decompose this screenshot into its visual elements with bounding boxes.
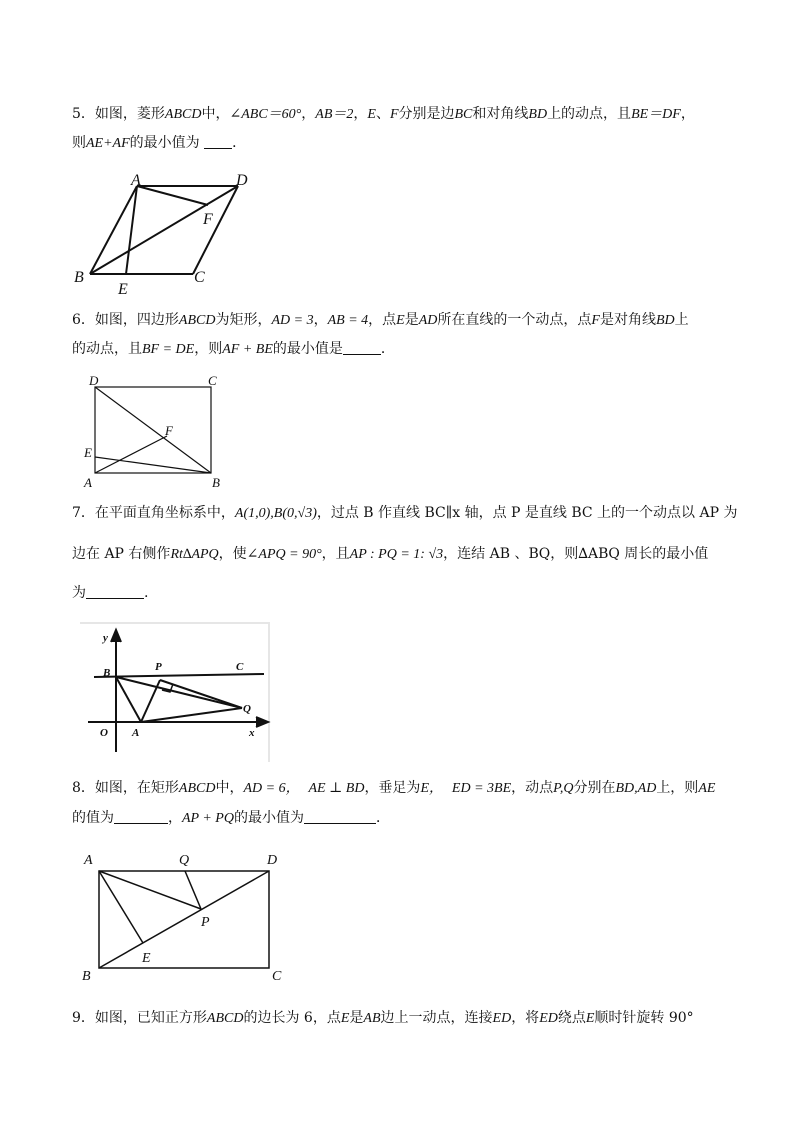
text: 是 (404, 312, 419, 328)
math: AD = 3 (271, 313, 314, 328)
problem-number: 5． (72, 106, 95, 122)
label-A: A (84, 475, 92, 490)
text: 则 (72, 135, 86, 151)
text: 如图，已知正方形 (94, 1010, 207, 1026)
figure-rhombus (70, 168, 270, 298)
math: BF = DE (142, 342, 195, 357)
answer-blank[interactable] (343, 340, 381, 355)
label-P: P (155, 661, 162, 673)
label-A: A (131, 172, 141, 189)
math: A(1,0),B(0,√3) (234, 506, 317, 521)
math: ABCD (178, 313, 216, 328)
math: AP + PQ (182, 811, 234, 826)
text: 中， (201, 106, 230, 122)
math: F (591, 313, 600, 328)
label-E: E (142, 951, 151, 966)
label-B: B (103, 667, 111, 679)
label-A: A (84, 853, 93, 868)
problem-7-line-1 (72, 503, 737, 524)
math: AF + BE (222, 342, 273, 357)
text: 是对角线 (599, 312, 656, 328)
text: ， (301, 106, 316, 122)
math: AB＝2 (315, 107, 354, 122)
problem-number: 7． (72, 505, 95, 521)
math: P,Q (553, 781, 574, 796)
text: 和对角线 (472, 106, 529, 122)
label-x: x (249, 727, 255, 739)
label-y: y (103, 632, 108, 644)
problem-number: 8． (72, 780, 95, 796)
text: ，过点 B 作直线 BC∥x 轴，点 P 是直线 BC 上的一个动点以 AP 为 (316, 505, 738, 521)
problem-8-line-1 (72, 778, 715, 799)
text: 如图，在矩形 (94, 780, 179, 796)
text: 中， (215, 780, 244, 796)
math: E (396, 313, 405, 328)
text: ，将 (511, 1010, 540, 1026)
label-A: A (132, 727, 140, 739)
text: ， (168, 810, 182, 826)
text: ，使 (218, 546, 247, 562)
rectangle-lines (99, 871, 269, 968)
text: 的动点，且 (72, 341, 142, 357)
math: BD (655, 313, 675, 328)
math: AE ⊥ BD (308, 781, 365, 796)
label-Q: Q (243, 703, 251, 715)
text: 是 (349, 1010, 364, 1026)
text: 分别是边 (398, 106, 455, 122)
problem-7-line-2 (72, 544, 708, 565)
figure-lines (88, 630, 268, 752)
figure-coordinate-plane (80, 622, 270, 762)
label-C: C (208, 373, 217, 388)
text: ． (375, 810, 390, 826)
text: ，且 (321, 546, 350, 562)
text: ，动点 (511, 780, 554, 796)
text: ， (353, 106, 368, 122)
text: 、 (375, 106, 390, 122)
text: 绕点 (557, 1010, 586, 1026)
label-D: D (89, 373, 99, 388)
problem-7-line-3 (72, 583, 148, 603)
figure-rectangle-6 (78, 368, 228, 490)
math: BC (454, 107, 473, 122)
problem-6-line-1 (72, 310, 689, 331)
figure-rectangle-8 (78, 850, 288, 990)
math: AE+AF (86, 136, 130, 151)
math: BD,AD (615, 781, 657, 796)
rectangle-lines (95, 387, 211, 473)
math: AB (363, 1011, 381, 1026)
math: ABCD (164, 107, 202, 122)
math: ∠APQ = 90° (246, 547, 322, 562)
math: AD (418, 313, 438, 328)
label-B: B (212, 475, 220, 490)
math: F (389, 107, 399, 122)
rhombus-lines (90, 186, 238, 274)
math: ABCD (178, 781, 216, 796)
math: E (585, 1011, 595, 1026)
label-O: O (100, 727, 108, 739)
math: ED (492, 1011, 512, 1026)
text: . (144, 585, 149, 601)
text: 如图，菱形 (94, 106, 165, 122)
math: AD = 6， (243, 781, 300, 796)
problem-8-line-2 (72, 808, 390, 829)
problem-5-line-2 (72, 133, 246, 154)
math: E (367, 107, 376, 122)
math: Rt∆APQ (170, 547, 219, 562)
text: 的最小值为 (129, 135, 200, 151)
text: 所在直线的一个动点，点 (437, 312, 592, 328)
math: E (340, 1011, 350, 1026)
text: 上 (674, 312, 689, 328)
problem-6-line-2 (72, 339, 395, 360)
label-D: D (267, 853, 278, 868)
text: ，点 (368, 312, 397, 328)
text: ． (232, 135, 247, 151)
math: ABCD (206, 1011, 244, 1026)
text: ，垂足为 (364, 780, 421, 796)
label-B: B (74, 269, 84, 286)
answer-blank[interactable] (86, 584, 144, 599)
text: 为矩形， (215, 312, 272, 328)
text: 如图，四边形 (94, 312, 179, 328)
text: 的边长为 6，点 (243, 1010, 341, 1026)
label-E: E (118, 281, 128, 298)
text: ， (313, 312, 328, 328)
math: ED (539, 1011, 558, 1026)
label-P: P (201, 915, 210, 930)
label-F: F (203, 211, 213, 228)
math: AE (698, 781, 716, 796)
label-E: E (84, 445, 92, 460)
text: 的值为 (72, 810, 114, 826)
math: ∠ABC＝60° (229, 107, 302, 122)
math: BD (528, 107, 548, 122)
math: BE＝DF (631, 107, 681, 122)
problem-5-line-1 (72, 104, 695, 125)
text: 顺时针旋转 90° (594, 1010, 694, 1026)
label-C: C (194, 269, 205, 286)
math: ED = 3BE (451, 781, 512, 796)
answer-blank-1[interactable] (114, 809, 168, 824)
label-Q: Q (179, 853, 190, 868)
label-D: D (236, 172, 248, 189)
text: 的最小值是 (272, 341, 343, 357)
text: 的最小值为 (233, 810, 304, 826)
text: ， (680, 106, 695, 122)
text: 上，则 (656, 780, 699, 796)
problem-number: 6． (72, 312, 95, 328)
text: 分别在 (573, 780, 616, 796)
math: AB = 4 (327, 313, 369, 328)
label-C: C (272, 969, 282, 984)
text: 在平面直角坐标系中， (94, 505, 235, 521)
label-B: B (82, 969, 91, 984)
label-F: F (165, 423, 173, 438)
answer-blank-2[interactable] (304, 809, 376, 824)
text: ，则 (194, 341, 223, 357)
problem-number: 9． (72, 1010, 95, 1026)
math: AP : PQ = 1: √3 (349, 547, 444, 562)
text: ． (380, 341, 395, 357)
label-C: C (236, 661, 244, 673)
text: 边在 AP 右侧作 (72, 546, 171, 562)
math: E， (420, 781, 443, 796)
text: ，连结 AB 、BQ，则∆ABQ 周长的最小值 (443, 546, 709, 562)
answer-blank[interactable] (204, 134, 232, 149)
problem-9-line-1 (72, 1008, 694, 1029)
text: 为 (72, 585, 86, 601)
text: 边上一动点，连接 (380, 1010, 493, 1026)
text: 上的动点，且 (547, 106, 632, 122)
